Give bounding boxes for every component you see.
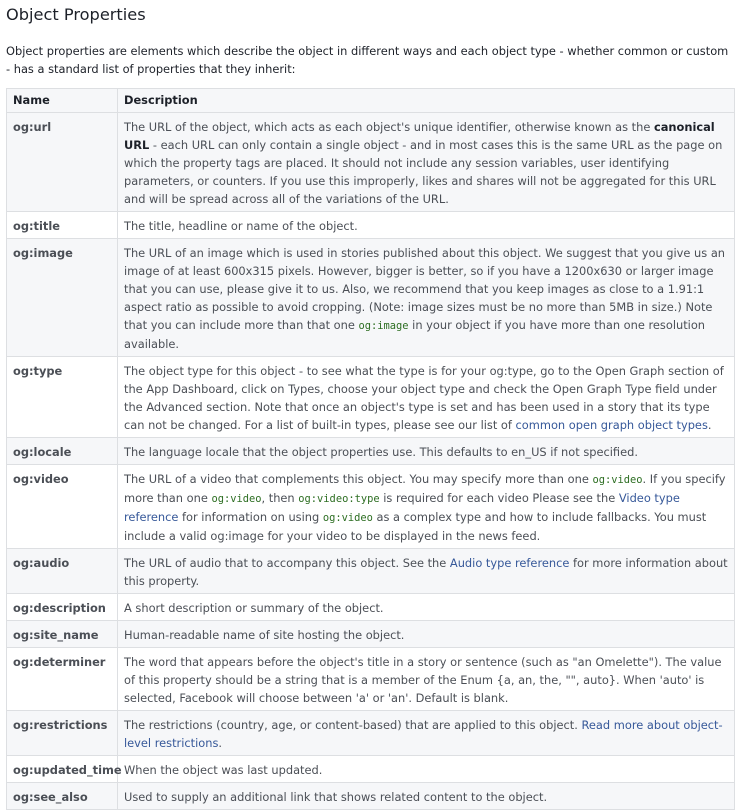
description-text: The object type for this object - to see what the type is for your og:type, go to the Open Graph section of the App Dashboard, click on Types, choose your object type and check the Open Graph Type field under the Advanced section. Note that once an object's type is set and has been used in a story that its type can not be changed. For a list of built-in types, please see our list of (124, 364, 724, 432)
property-name: og:type (7, 357, 118, 438)
description-text: . (707, 418, 712, 432)
table-row (7, 465, 735, 549)
table-row (7, 648, 735, 711)
table-body (7, 113, 735, 810)
description-text: The URL of audio that to accompany this object. See the (124, 556, 450, 570)
inline-code: og:video (211, 493, 262, 505)
page-title: Object Properties (6, 5, 146, 24)
property-name: og:see_also (7, 783, 118, 810)
description-text: The URL of a video that complements this object. You may specify more than one (124, 472, 593, 486)
property-description (118, 621, 735, 648)
reference-link[interactable]: Video type reference (124, 491, 680, 524)
inline-code: og:video:type (298, 493, 380, 505)
description-text: , then (261, 491, 299, 505)
table-row (7, 711, 735, 756)
description-text: as a complex type and how to include fallbacks. You must include a valid og:image for your video to be displayed in the news feed. (124, 510, 707, 543)
table-header-row (7, 89, 735, 113)
table-row (7, 239, 735, 357)
property-description (118, 756, 735, 783)
property-description (118, 212, 735, 239)
description-text: is required for each video Please see the (379, 491, 619, 505)
column-header-description: Description (118, 89, 735, 113)
property-name: og:locale (7, 438, 118, 465)
property-name: og:site_name (7, 621, 118, 648)
table-row (7, 549, 735, 594)
reference-link[interactable]: common open graph object types (515, 418, 708, 432)
property-name: og:audio (7, 549, 118, 594)
description-text: for information on using (178, 510, 323, 524)
description-text: Used to supply an additional link that shows related content to the object. (124, 790, 548, 804)
property-name: og:restrictions (7, 711, 118, 756)
property-description (118, 549, 735, 594)
intro-paragraph: Object properties are elements which describe the object in different ways and each object type - whether common or custom - has a standard list of properties that they inherit: (6, 44, 729, 76)
inline-code: og:image (358, 320, 409, 332)
property-name: og:updated_time (7, 756, 118, 783)
reference-link[interactable]: Read more about object-level restrictions (124, 718, 723, 750)
property-description (118, 113, 735, 212)
property-description (118, 648, 735, 711)
description-text: The URL of an image which is used in stories published about this object. We suggest that you give us an image of at least 600x315 pixels. However, bigger is better, so if you have a 1200x630 or larger image that you can use, please give it to us. Also, we recommend that you keep images as close to a 1.91:1 aspect ratio as possible to avoid cropping. (Note: image sizes must be no more than 5MB in size.) Note that you can include more than that one (124, 246, 726, 332)
description-text: The language locale that the object properties use. This defaults to en_US if not specified. (124, 445, 638, 459)
description-text: - each URL can only contain a single object - and in most cases this is the same URL as the page on which the property tags are placed. It should not include any session variables, user identifying parameters, or counters. If you use this improperly, likes and shares will not be aggregated for this URL and will be spread across all of the variations of the URL. (124, 138, 723, 206)
description-text: Human-readable name of site hosting the object. (124, 628, 405, 642)
property-name: og:image (7, 239, 118, 357)
description-text: When the object was last updated. (124, 763, 323, 777)
table-row (7, 113, 735, 212)
property-description (118, 438, 735, 465)
table-row (7, 212, 735, 239)
table-row (7, 621, 735, 648)
description-text: in your object if you have more than one resolution available. (124, 318, 706, 351)
property-name: og:title (7, 212, 118, 239)
property-name: og:description (7, 594, 118, 621)
table-row (7, 594, 735, 621)
description-text: A short description or summary of the object. (124, 601, 384, 615)
description-text: The title, headline or name of the object. (124, 219, 358, 233)
column-header-name: Name (7, 89, 118, 113)
description-text: The word that appears before the object's title in a story or sentence (such as "an Omelette"). The value of this property should be a string that is a member of the Enum {a, an, the, "", auto}. When 'auto' is selected, Facebook will choose between 'a' or 'an'. Default is blank. (124, 655, 722, 705)
property-description (118, 594, 735, 621)
description-text: . (218, 736, 223, 750)
description-text: The restrictions (country, age, or content-based) that are applied to this object. (124, 718, 582, 732)
table-row (7, 438, 735, 465)
inline-code: og:video (592, 474, 643, 486)
table-row (7, 756, 735, 783)
description-text: The URL of the object, which acts as each object's unique identifier, otherwise known as the (124, 120, 654, 134)
emphasized-term: canonical URL (124, 120, 715, 152)
table-row (7, 357, 735, 438)
property-name: og:video (7, 465, 118, 549)
property-name: og:url (7, 113, 118, 212)
inline-code: og:video (322, 512, 373, 524)
description-text: for more information about this property. (124, 556, 728, 588)
property-name: og:determiner (7, 648, 118, 711)
properties-table (6, 88, 735, 810)
property-description (118, 465, 735, 549)
property-description (118, 357, 735, 438)
property-description (118, 711, 735, 756)
description-text: . If you specify more than one (124, 472, 726, 505)
property-description (118, 239, 735, 357)
reference-link[interactable]: Audio type reference (449, 556, 570, 570)
